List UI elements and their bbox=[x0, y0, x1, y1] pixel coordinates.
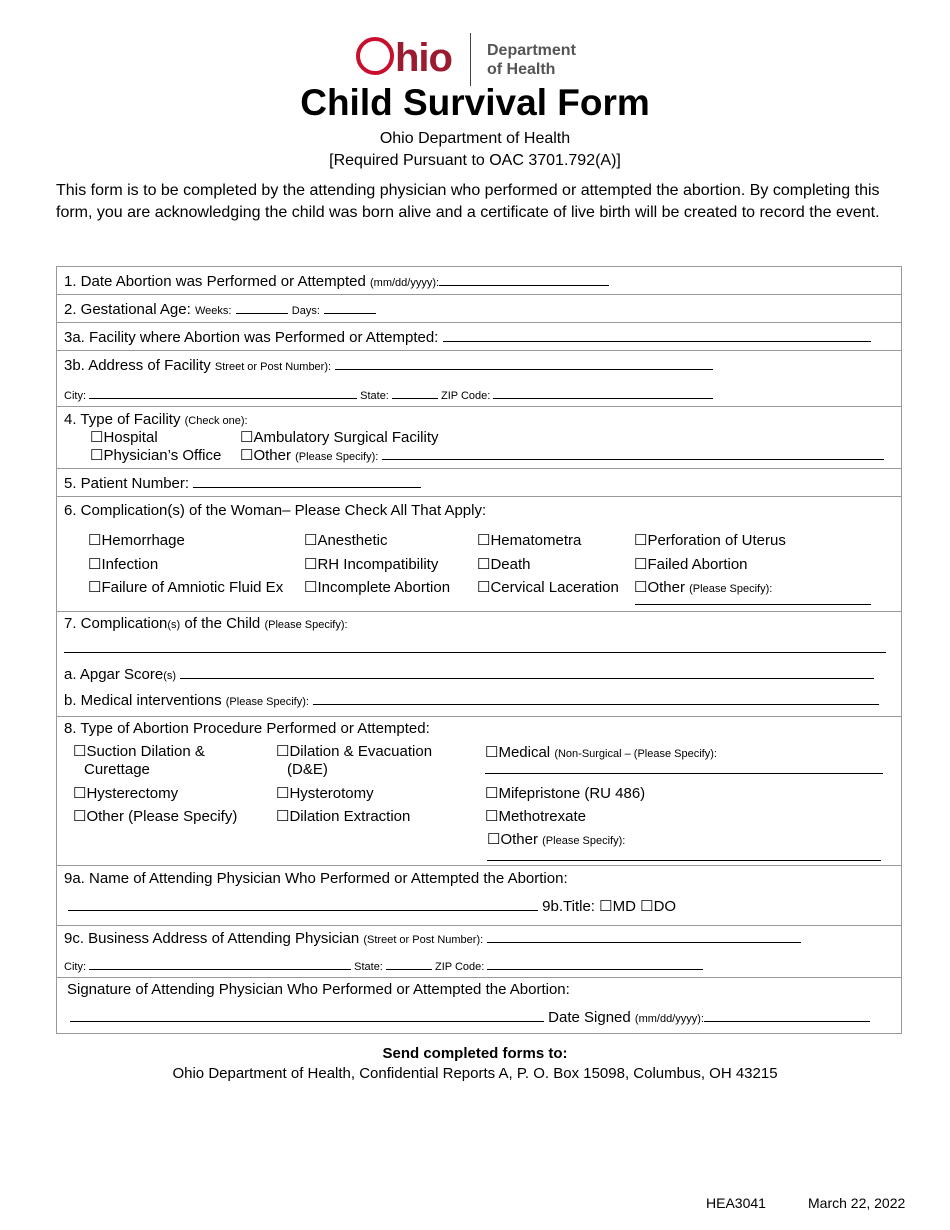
option-label: Hysterotomy bbox=[289, 785, 374, 802]
q4-option-office[interactable] bbox=[90, 446, 221, 464]
option-label: Physician’s Office bbox=[103, 447, 222, 464]
checkbox-icon[interactable]: ☐ bbox=[276, 808, 290, 825]
q9c-zip-field[interactable] bbox=[487, 956, 703, 970]
q2-days-field[interactable] bbox=[324, 300, 376, 314]
signature-row bbox=[70, 1008, 870, 1026]
option-hint: (Please Specify): bbox=[542, 835, 626, 847]
signature-label: Signature of Attending Physician Who Performed or Attempted the Abortion: bbox=[67, 981, 570, 998]
q8-other-field[interactable] bbox=[487, 847, 881, 861]
q9a-label: 9a. Name of Attending Physician Who Performed or Attempted the Abortion: bbox=[64, 870, 568, 887]
q9c-zip-label: ZIP Code: bbox=[435, 961, 485, 973]
date-signed-hint: (mm/dd/yyyy): bbox=[634, 1013, 704, 1025]
option-label: DO bbox=[653, 898, 677, 915]
q4-hint: (Check one): bbox=[184, 415, 248, 427]
checkbox-icon[interactable]: ☐ bbox=[90, 429, 104, 446]
q8-option-de[interactable] bbox=[276, 743, 432, 779]
q4-option-hospital[interactable] bbox=[90, 428, 158, 446]
checkbox-icon[interactable]: ☐ bbox=[88, 532, 102, 549]
q8-medical-field[interactable] bbox=[485, 760, 883, 774]
checkbox-icon[interactable]: ☐ bbox=[240, 429, 254, 446]
q6-option[interactable] bbox=[88, 553, 283, 577]
option-label: Cervical Laceration bbox=[490, 579, 619, 596]
q8-other-field-wrap bbox=[487, 847, 881, 865]
checkbox-icon[interactable]: ☐ bbox=[634, 555, 648, 573]
option-label: Ambulatory Surgical Facility bbox=[253, 429, 439, 446]
q4-option-asf[interactable] bbox=[240, 428, 439, 446]
q1-date-field[interactable] bbox=[439, 272, 609, 286]
checkbox-icon[interactable]: ☐ bbox=[73, 785, 87, 802]
subtitle-statute: [Required Pursuant to OAC 3701.792(A)] bbox=[329, 152, 621, 169]
checkbox-icon[interactable]: ☐ bbox=[73, 808, 87, 825]
checkbox-icon[interactable]: ☐ bbox=[485, 808, 499, 825]
logo-dept-line1: Department bbox=[487, 42, 576, 59]
form-table bbox=[56, 266, 902, 1034]
ohio-logo-o-icon bbox=[356, 37, 394, 75]
option-label: Failed Abortion bbox=[647, 555, 748, 573]
q4-label: 4. Type of Facility bbox=[64, 411, 181, 428]
q9c-city-row bbox=[64, 956, 703, 973]
checkbox-icon[interactable]: ☐ bbox=[88, 555, 102, 573]
q3b-zip-field[interactable] bbox=[493, 385, 713, 399]
option-label: Other (Please Specify) bbox=[86, 808, 238, 825]
checkbox-icon[interactable]: ☐ bbox=[485, 744, 499, 761]
q2-label: 2. Gestational Age: bbox=[64, 301, 191, 318]
option-hint: (Please Specify): bbox=[689, 583, 773, 595]
checkbox-icon[interactable]: ☐ bbox=[276, 743, 290, 760]
checkbox-icon[interactable]: ☐ bbox=[304, 579, 318, 596]
row-divider bbox=[57, 977, 901, 978]
q3b-state-label: State: bbox=[360, 390, 389, 402]
q6-other-field[interactable] bbox=[635, 591, 871, 605]
option-label: Other bbox=[253, 447, 291, 464]
option-label: Other bbox=[500, 831, 538, 848]
option-hint: (Please Specify): bbox=[295, 451, 379, 463]
row-divider bbox=[57, 716, 901, 717]
row-divider bbox=[57, 496, 901, 497]
checkbox-icon[interactable]: ☐ bbox=[477, 532, 491, 549]
q8-option-hysterotomy[interactable] bbox=[276, 784, 374, 802]
q7a-row bbox=[64, 665, 874, 683]
q6-option[interactable] bbox=[634, 553, 786, 577]
q9c-state-field[interactable] bbox=[386, 956, 432, 970]
date-signed-field[interactable] bbox=[704, 1008, 870, 1022]
option-label: Death bbox=[490, 555, 531, 573]
checkbox-icon[interactable]: ☐ bbox=[90, 447, 104, 464]
q9c-label: 9c. Business Address of Attending Physician bbox=[64, 930, 360, 947]
checkbox-icon[interactable]: ☐ bbox=[73, 743, 87, 760]
q6-option[interactable] bbox=[477, 529, 619, 553]
q8-option-medical[interactable] bbox=[485, 743, 717, 761]
q8-option-other[interactable] bbox=[73, 807, 237, 825]
q6-option[interactable] bbox=[477, 553, 619, 577]
q6-option[interactable] bbox=[304, 529, 450, 553]
checkbox-icon[interactable]: ☐ bbox=[304, 555, 318, 573]
q9c-state-label: State: bbox=[354, 961, 383, 973]
q9c-row bbox=[64, 929, 801, 947]
date-signed-label: Date Signed bbox=[548, 1009, 631, 1026]
option-label: Perforation of Uterus bbox=[647, 532, 786, 549]
q7-heading bbox=[64, 615, 348, 632]
option-label: Suction Dilation & bbox=[86, 743, 205, 760]
q7a-apgar-field[interactable] bbox=[180, 665, 874, 679]
option-hint: (Non-Surgical – (Please Specify): bbox=[554, 748, 717, 760]
q7b-row bbox=[64, 691, 879, 709]
q1-hint: (mm/dd/yyyy): bbox=[370, 277, 440, 289]
row-divider bbox=[57, 611, 901, 612]
ohio-logo bbox=[356, 36, 452, 81]
q6-option[interactable] bbox=[304, 553, 450, 577]
row-divider bbox=[57, 925, 901, 926]
q2-weeks-field[interactable] bbox=[236, 300, 288, 314]
q6-option[interactable] bbox=[304, 576, 450, 600]
q3b-zip-label: ZIP Code: bbox=[441, 390, 491, 402]
q7-field-wrap bbox=[64, 639, 886, 657]
q3b-row bbox=[64, 356, 713, 374]
option-label: Hospital bbox=[103, 429, 158, 446]
q3a-facility-field[interactable] bbox=[443, 328, 871, 342]
option-label: Hematometra bbox=[490, 532, 582, 549]
q7b-hint: (Please Specify): bbox=[225, 696, 309, 708]
q9c-hint: (Street or Post Number): bbox=[363, 934, 484, 946]
q7-label-small: (s) bbox=[167, 619, 181, 631]
row-divider bbox=[57, 322, 901, 323]
q2-weeks-label: Weeks: bbox=[194, 305, 232, 317]
q3b-city-label: City: bbox=[64, 390, 86, 402]
q7-label: 7. Complication bbox=[64, 615, 168, 632]
checkbox-icon[interactable]: ☐ bbox=[304, 532, 318, 549]
send-address: Ohio Department of Health, Confidential Reports A, P. O. Box 15098, Columbus, OH 43215 bbox=[172, 1065, 778, 1082]
option-label-cont: Curettage bbox=[84, 761, 150, 778]
row-divider bbox=[57, 468, 901, 469]
send-title: Send completed forms to: bbox=[382, 1045, 568, 1062]
ohio-logo-word: hio bbox=[395, 36, 452, 80]
option-label: Infection bbox=[101, 555, 159, 573]
q8-option-hysterectomy[interactable] bbox=[73, 784, 178, 802]
q1-row bbox=[64, 272, 609, 290]
q3a-label: 3a. Facility where Abortion was Performed or Attempted: bbox=[64, 329, 439, 346]
q7-label-2: of the Child bbox=[180, 615, 261, 632]
q5-label: 5. Patient Number: bbox=[64, 475, 190, 492]
q6-col2 bbox=[304, 529, 450, 600]
option-label: Hysterectomy bbox=[86, 785, 179, 802]
page-title: Child Survival Form bbox=[300, 82, 650, 123]
q3b-city-row bbox=[64, 385, 713, 402]
q9c-address-field[interactable] bbox=[487, 929, 801, 943]
option-label: MD bbox=[612, 898, 636, 915]
q9a-physician-field[interactable] bbox=[68, 897, 538, 911]
q3b-address-field[interactable] bbox=[335, 356, 713, 370]
q5-row bbox=[64, 474, 421, 492]
checkbox-icon[interactable]: ☐ bbox=[477, 579, 491, 596]
option-label: Hemorrhage bbox=[101, 532, 185, 549]
q3b-hint: Street or Post Number): bbox=[214, 361, 332, 373]
checkbox-icon[interactable]: ☐ bbox=[599, 898, 613, 915]
q9b-option-md[interactable] bbox=[599, 898, 636, 915]
q8-option-methotrexate[interactable] bbox=[485, 807, 586, 825]
checkbox-icon[interactable]: ☐ bbox=[640, 898, 654, 915]
q2-days-label: Days: bbox=[291, 305, 320, 317]
row-divider bbox=[57, 294, 901, 295]
row-divider bbox=[57, 406, 901, 407]
q9a-row bbox=[68, 897, 676, 915]
intro-paragraph: This form is to be completed by the attending physician who performed or attempted the abortion. By completing this form, you are acknowledging the child was born alive and a certificate of live birth will be created to record the event. bbox=[56, 182, 880, 221]
form-code: HEA3041 bbox=[706, 1195, 766, 1211]
q2-row bbox=[64, 300, 376, 318]
option-label: RH Incompatibility bbox=[317, 555, 439, 573]
q8-label: 8. Type of Abortion Procedure Performed or Attempted: bbox=[64, 720, 430, 737]
q9c-city-field[interactable] bbox=[89, 956, 351, 970]
checkbox-icon[interactable]: ☐ bbox=[487, 831, 501, 848]
q7b-interventions-field[interactable] bbox=[313, 691, 879, 705]
q6-label: 6. Complication(s) of the Woman– Please Check All That Apply: bbox=[64, 502, 487, 519]
q8-option-mifepristone[interactable] bbox=[485, 784, 645, 802]
row-divider bbox=[57, 350, 901, 351]
logo-dept-line2: of Health bbox=[487, 61, 556, 78]
option-label: Failure of Amniotic Fluid Ex bbox=[101, 579, 284, 596]
option-label: Dilation & Evacuation bbox=[289, 743, 433, 760]
option-label: Mifepristone (RU 486) bbox=[498, 785, 646, 802]
q8-option-dilation-extraction[interactable] bbox=[276, 807, 410, 825]
option-label: Other bbox=[647, 579, 685, 596]
q8-medical-field-wrap bbox=[485, 760, 883, 778]
q6-col3 bbox=[477, 529, 619, 600]
q9c-city-label: City: bbox=[64, 961, 86, 973]
checkbox-icon[interactable]: ☐ bbox=[634, 579, 648, 596]
q7-hint: (Please Specify): bbox=[264, 619, 348, 631]
q8-option-other-medical[interactable] bbox=[487, 830, 625, 848]
checkbox-icon[interactable]: ☐ bbox=[477, 555, 491, 573]
option-label: Dilation Extraction bbox=[289, 808, 411, 825]
checkbox-icon[interactable]: ☐ bbox=[276, 785, 290, 802]
q4-other-field[interactable] bbox=[382, 446, 884, 460]
q6-col1 bbox=[88, 529, 283, 600]
checkbox-icon[interactable]: ☐ bbox=[88, 579, 102, 596]
q3b-label: 3b. Address of Facility bbox=[64, 357, 211, 374]
checkbox-icon[interactable]: ☐ bbox=[485, 785, 499, 802]
signature-field[interactable] bbox=[70, 1008, 544, 1022]
checkbox-icon[interactable]: ☐ bbox=[634, 532, 648, 549]
checkbox-icon[interactable]: ☐ bbox=[240, 447, 254, 464]
q4-option-other[interactable] bbox=[240, 446, 884, 464]
subtitle-agency: Ohio Department of Health bbox=[379, 130, 571, 147]
q9b-label: 9b.Title: bbox=[542, 898, 595, 915]
q7-complications-field[interactable] bbox=[64, 639, 886, 653]
q9b-option-do[interactable] bbox=[640, 898, 676, 915]
q6-option[interactable] bbox=[88, 529, 283, 553]
q6-option[interactable] bbox=[477, 576, 619, 600]
option-label: Incomplete Abortion bbox=[317, 579, 451, 596]
q6-option[interactable] bbox=[634, 529, 786, 553]
logo-divider bbox=[470, 33, 471, 86]
q6-option[interactable] bbox=[88, 576, 283, 600]
q3a-row bbox=[64, 328, 871, 346]
q3b-city-field[interactable] bbox=[89, 385, 357, 399]
option-label: Methotrexate bbox=[498, 808, 586, 825]
q6-other-field-wrap bbox=[635, 591, 871, 609]
form-revision-date: March 22, 2022 bbox=[808, 1195, 906, 1211]
q8-option-suction[interactable] bbox=[73, 743, 205, 779]
q3b-state-field[interactable] bbox=[392, 385, 438, 399]
q5-patient-field[interactable] bbox=[193, 474, 421, 488]
option-label-cont: (D&E) bbox=[287, 761, 328, 778]
q1-label: 1. Date Abortion was Performed or Attempted bbox=[64, 273, 366, 290]
q7b-label: b. Medical interventions bbox=[64, 692, 222, 709]
q7a-label: a. Apgar Score bbox=[64, 666, 164, 683]
row-divider bbox=[57, 865, 901, 866]
logo-department bbox=[487, 41, 576, 79]
option-label: Medical bbox=[498, 744, 551, 761]
q7a-label-small: (s) bbox=[163, 670, 177, 682]
q4-heading bbox=[64, 411, 248, 428]
option-label: Anesthetic bbox=[317, 532, 388, 549]
